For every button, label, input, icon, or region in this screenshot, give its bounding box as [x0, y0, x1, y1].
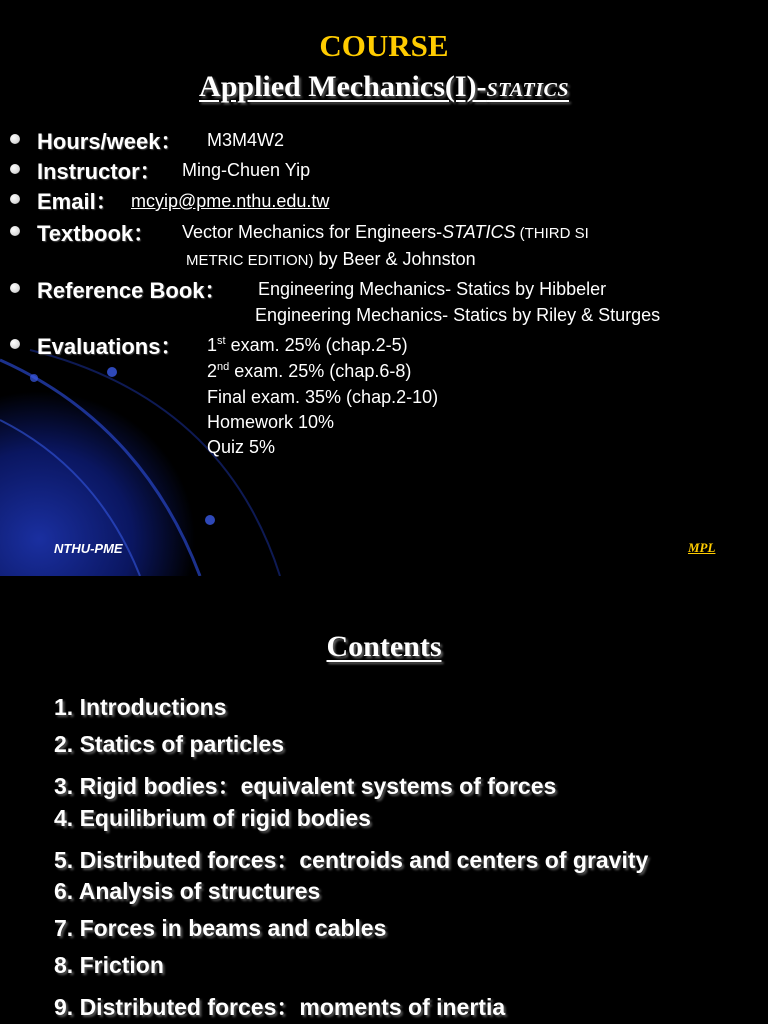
slide-gap	[0, 576, 768, 600]
evaluation-1	[207, 335, 408, 356]
email-link[interactable]: mcyip@pme.nthu.edu.tw	[131, 191, 330, 211]
textbook-edition-a: (THIRD SI	[515, 225, 589, 242]
textbook-line2	[186, 249, 476, 270]
evaluation-2-num: 2	[207, 361, 218, 381]
textbook-edition-b: METRIC EDITION)	[186, 252, 314, 269]
toc-item: 8. Friction	[54, 952, 164, 978]
evaluation-3: Final exam. 35% (chap.2-10)	[207, 387, 439, 407]
reference-label: Reference Book：	[37, 278, 227, 303]
bullet-icon	[10, 283, 20, 293]
reference-line1: Engineering Mechanics- Statics by Hibbeler	[258, 279, 607, 299]
footer-right: MPL	[688, 540, 716, 555]
bullet-icon	[10, 339, 20, 349]
toc-item: 5. Distributed forces：centroids and centers of gravity	[54, 847, 649, 873]
toc-item: 1. Introductions	[54, 694, 227, 720]
course-title-statics: STATICS	[486, 79, 569, 101]
course-label: COURSE	[319, 28, 449, 63]
contents-title: Contents	[326, 630, 442, 663]
toc-item: 2. Statics of particles	[54, 731, 285, 757]
toc-item: 6. Analysis of structures	[54, 878, 321, 904]
evaluation-5: Quiz 5%	[207, 437, 276, 457]
bullet-icon	[10, 194, 20, 204]
contents-slide	[0, 600, 768, 1024]
textbook-line1	[182, 222, 589, 243]
evaluation-2-text: exam. 25% (chap.6-8)	[229, 361, 412, 381]
evaluation-4: Homework 10%	[207, 412, 335, 432]
hours-label: Hours/week：	[37, 129, 183, 154]
evaluation-2-sup: nd	[217, 361, 230, 373]
course-title-main: Applied Mechanics(I)-	[199, 70, 487, 103]
evaluation-1-num: 1	[207, 335, 218, 355]
textbook-title-statics: STATICS	[442, 222, 516, 242]
instructor-label: Instructor：	[37, 159, 162, 184]
evaluation-1-sup: st	[217, 335, 226, 347]
textbook-label: Textbook：	[37, 221, 156, 246]
toc-item: 4. Equilibrium of rigid bodies	[54, 805, 371, 831]
evaluation-1-text: exam. 25% (chap.2-5)	[225, 335, 408, 355]
course-title	[0, 70, 768, 104]
bullet-icon	[10, 226, 20, 236]
reference-line2: Engineering Mechanics- Statics by Riley & Sturges	[255, 305, 661, 325]
evaluation-2	[207, 361, 411, 382]
email-label: Email：	[37, 189, 118, 214]
bullet-icon	[10, 134, 20, 144]
textbook-authors: by Beer & Johnston	[313, 249, 476, 269]
bullet-icon	[10, 164, 20, 174]
textbook-title: Vector Mechanics for Engineers-	[182, 222, 443, 242]
hours-value: M3M4W2	[207, 130, 285, 150]
footer-left: NTHU-PME	[54, 541, 123, 556]
evaluations-label: Evaluations：	[37, 334, 183, 359]
instructor-value: Ming-Chuen Yip	[182, 160, 311, 180]
toc-item: 9. Distributed forces：moments of inertia	[54, 994, 506, 1020]
toc-item: 7. Forces in beams and cables	[54, 915, 387, 941]
toc-item: 3. Rigid bodies：equivalent systems of forces	[54, 773, 557, 799]
